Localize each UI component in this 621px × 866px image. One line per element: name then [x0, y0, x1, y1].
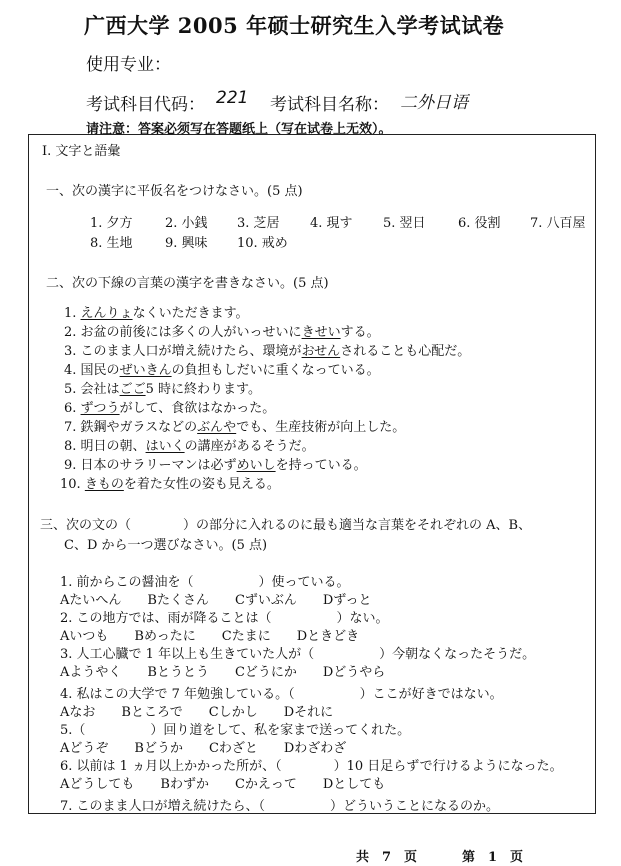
page-total: 共 7 页 — [356, 850, 418, 865]
q3-question: 1. 前からこの醤油を（ ）使っている。 — [60, 575, 350, 590]
subject-name-label: 考试科目名称： — [270, 95, 389, 115]
q2-item: 6. ずつうがして、食欲はなかった。 — [64, 401, 276, 416]
q2-item: 3. このまま人口が増え続けたら、環境がおせんされることも心配だ。 — [64, 344, 471, 359]
q2-item: 10. きものを着た女性の姿も見える。 — [60, 477, 280, 492]
q3-choices: Aようやく Bとうとう Cどうにか Dどうやら — [60, 665, 386, 680]
q3-question: 4. 私はこの大学で 7 年勉強している。（ ）ここが好きではない。 — [60, 687, 503, 702]
q1-item: 3. 芝居 — [237, 216, 280, 231]
q2-item: 8. 明日の朝、はいくの講座があるそうだ。 — [64, 439, 315, 454]
q2-heading: 二、次の下線の言葉の漢字を書きなさい。(5 点) — [46, 276, 329, 291]
q1-item: 10. 戒め — [237, 236, 288, 251]
exam-title: 广西大学 2005 年硕士研究生入学考试试卷 — [84, 13, 505, 38]
subject-name-value: 二外日语 — [400, 93, 468, 113]
q3-question: 2. この地方では、雨が降ることは（ ）ない。 — [60, 611, 389, 626]
q1-item: 7. 八百屋 — [530, 216, 586, 231]
q3-question: 6. 以前は 1 ヵ月以上かかった所が、（ ）10 日足らずで行けるようになった。 — [60, 759, 563, 774]
q3-choices: Aどうしても Bわずか Cかえって Dとしても — [60, 777, 386, 792]
q3-heading-line1: 三、次の文の（ ）の部分に入れるのに最も適当な言葉をそれぞれの A、B、 — [40, 518, 532, 533]
q2-item: 5. 会社はごご5 時に終わります。 — [64, 382, 261, 397]
subject-code-value: 221 — [216, 88, 249, 108]
q1-item: 4. 現す — [310, 216, 353, 231]
major-label: 使用专业： — [86, 55, 171, 75]
q3-question: 3. 人工心臓で 1 年以上も生きていた人が（ ）今朝なくなったそうだ。 — [60, 647, 536, 662]
q2-item: 7. 鉄鋼やガラスなどのぶんやでも、生産技術が向上した。 — [64, 420, 406, 435]
q3-choices: Aたいへん Bたくさん Cずいぶん Dずっと — [60, 593, 372, 608]
page-number: 第 1 页 — [462, 850, 524, 865]
q3-question: 7. このまま人口が増え続けたら、（ ）どういうことになるのか。 — [60, 799, 500, 814]
q3-choices: Aなお Bところで Cしかし Dそれに — [60, 705, 334, 720]
q2-item: 2. お盆の前後には多くの人がいっせいにきせいする。 — [64, 325, 380, 340]
subject-code-label: 考试科目代码： — [86, 95, 205, 115]
q1-item: 8. 生地 — [90, 236, 133, 251]
q3-choices: Aいつも Bめったに Cたまに Dときどき — [60, 629, 360, 644]
q1-item: 6. 役割 — [458, 216, 501, 231]
q2-item: 9. 日本のサラリーマンは必ずめいしを持っている。 — [64, 458, 367, 473]
q3-heading-line2: C、D から一つ選びなさい。(5 点) — [64, 538, 268, 553]
part1-title: I. 文字と語彙 — [42, 144, 121, 159]
q3-choices: Aどうぞ Bどうか Cわざと Dわざわざ — [60, 741, 347, 756]
q1-item: 9. 興味 — [165, 236, 208, 251]
q3-question: 5.（ ）回り道をして、私を家まで送ってくれた。 — [60, 723, 411, 738]
q1-item: 1. 夕方 — [90, 216, 133, 231]
q2-item: 4. 国民のぜいきんの負担もしだいに重くなっている。 — [64, 363, 380, 378]
answer-notice: 请注意：答案必须写在答题纸上（写在试卷上无效）。 — [86, 122, 392, 137]
q1-item: 5. 翌日 — [383, 216, 426, 231]
q2-item: 1. えんりょなくいただきます。 — [64, 306, 249, 321]
q1-item: 2. 小銭 — [165, 216, 208, 231]
q1-heading: 一、次の漢字に平仮名をつけなさい。(5 点) — [46, 184, 303, 199]
